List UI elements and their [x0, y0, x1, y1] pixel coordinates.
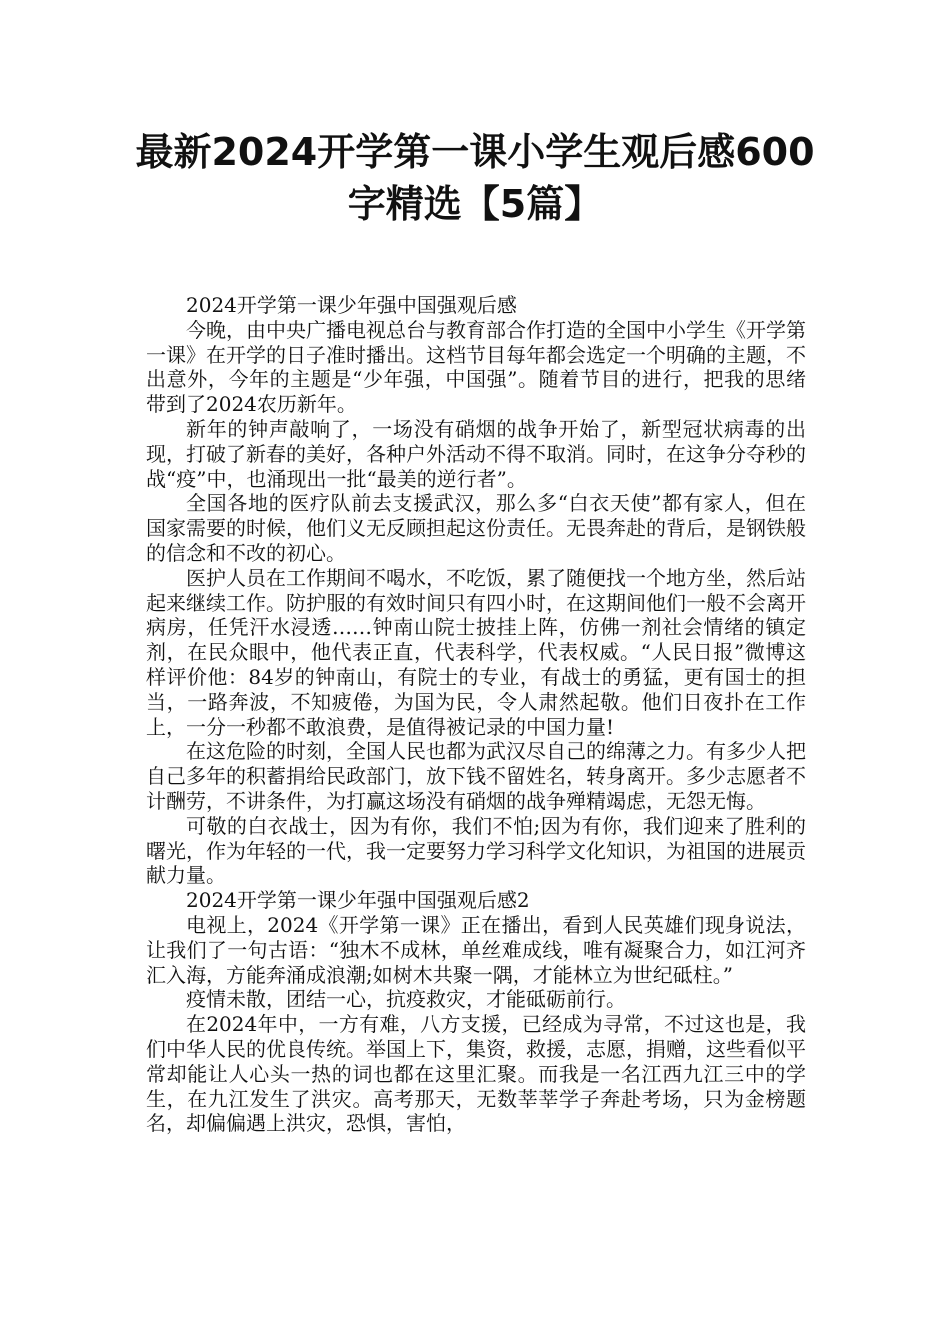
paragraph: 可敬的白衣战士，因为有你，我们不怕;因为有你，我们迎来了胜利的曙光，作为年轻的一代，我一定要努力学习科学文化知识，为祖国的进展贡献力量。	[146, 813, 806, 888]
paragraph: 电视上，2024《开学第一课》正在播出，看到人民英雄们现身说法，让我们了一句古语：“独木不成林，单丝难成线，唯有凝聚合力，如江河齐汇入海，方能奔涌成浪潮;如树木共聚一隅，才能林立为世纪砥柱。”	[146, 912, 806, 987]
section-heading-2: 2024开学第一课少年强中国强观后感2	[186, 888, 530, 913]
paragraph: 全国各地的医疗队前去支援武汉，那么多“白衣天使”都有家人，但在国家需要的时候，他们义无反顾担起这份责任。无畏奔赴的背后，是钢铁般的信念和不改的初心。	[146, 491, 806, 565]
paragraph: 在这危险的时刻，全国人民也都为武汉尽自己的绵薄之力。有多少人把自己多年的积蓄捐给民政部门，放下钱不留姓名，转身离开。多少志愿者不计酬劳，不讲条件，为打赢这场没有硝烟的战争殚精竭虑，无怨无悔。	[146, 739, 806, 813]
paragraph: 新年的钟声敲响了，一场没有硝烟的战争开始了，新型冠状病毒的出现，打破了新春的美好，各种户外活动不得不取消。同时，在这争分夺秒的战“疫”中，也涌现出一批“最美的逆行者”。	[146, 416, 806, 491]
document-body	[146, 293, 806, 1136]
document-title-line-2: 字精选【5篇】	[347, 182, 603, 226]
document-title	[120, 126, 830, 230]
paragraph: 疫情未散，团结一心，抗疫救灾，才能砥砺前行。	[186, 987, 626, 1012]
section-heading-1: 2024开学第一课少年强中国强观后感	[186, 293, 517, 317]
paragraph: 今晚，由中央广播电视总台与教育部合作打造的全国中小学生《开学第一课》在开学的日子准时播出。这档节目每年都会选定一个明确的主题，不出意外，今年的主题是“少年强，中国强”。随着节目的进行，把我的思绪带到了2024农历新年。	[146, 317, 806, 417]
document-title-line-1: 最新2024开学第一课小学生观后感600	[135, 130, 815, 174]
paragraph: 医护人员在工作期间不喝水，不吃饭，累了随便找一个地方坐，然后站起来继续工作。防护服的有效时间只有四小时，在这期间他们一般不会离开病房，任凭汗水浸透……钟南山院士披挂上阵，仿佛一剂社会情绪的镇定剂，在民众眼中，他代表正直，代表科学，代表权威。“人民日报”微博这样评价他：84岁的钟南山，有院士的专业，有战士的勇猛，更有国士的担当，一路奔波，不知疲倦，为国为民，令人肃然起敬。他们日夜扑在工作上，一分一秒都不敢浪费，是值得被记录的中国力量!	[146, 565, 806, 739]
paragraph: 在2024年中，一方有难，八方支援，已经成为寻常，不过这也是，我们中华人民的优良传统。举国上下，集资，救援，志愿，捐赠，这些看似平常却能让人心头一热的词也都在这里汇聚。而我是一名江西九江三中的学生，在九江发生了洪灾。高考那天，无数莘莘学子奔赴考场，只为金榜题名，却偏偏遇上洪灾，恐惧，害怕，	[146, 1012, 806, 1136]
